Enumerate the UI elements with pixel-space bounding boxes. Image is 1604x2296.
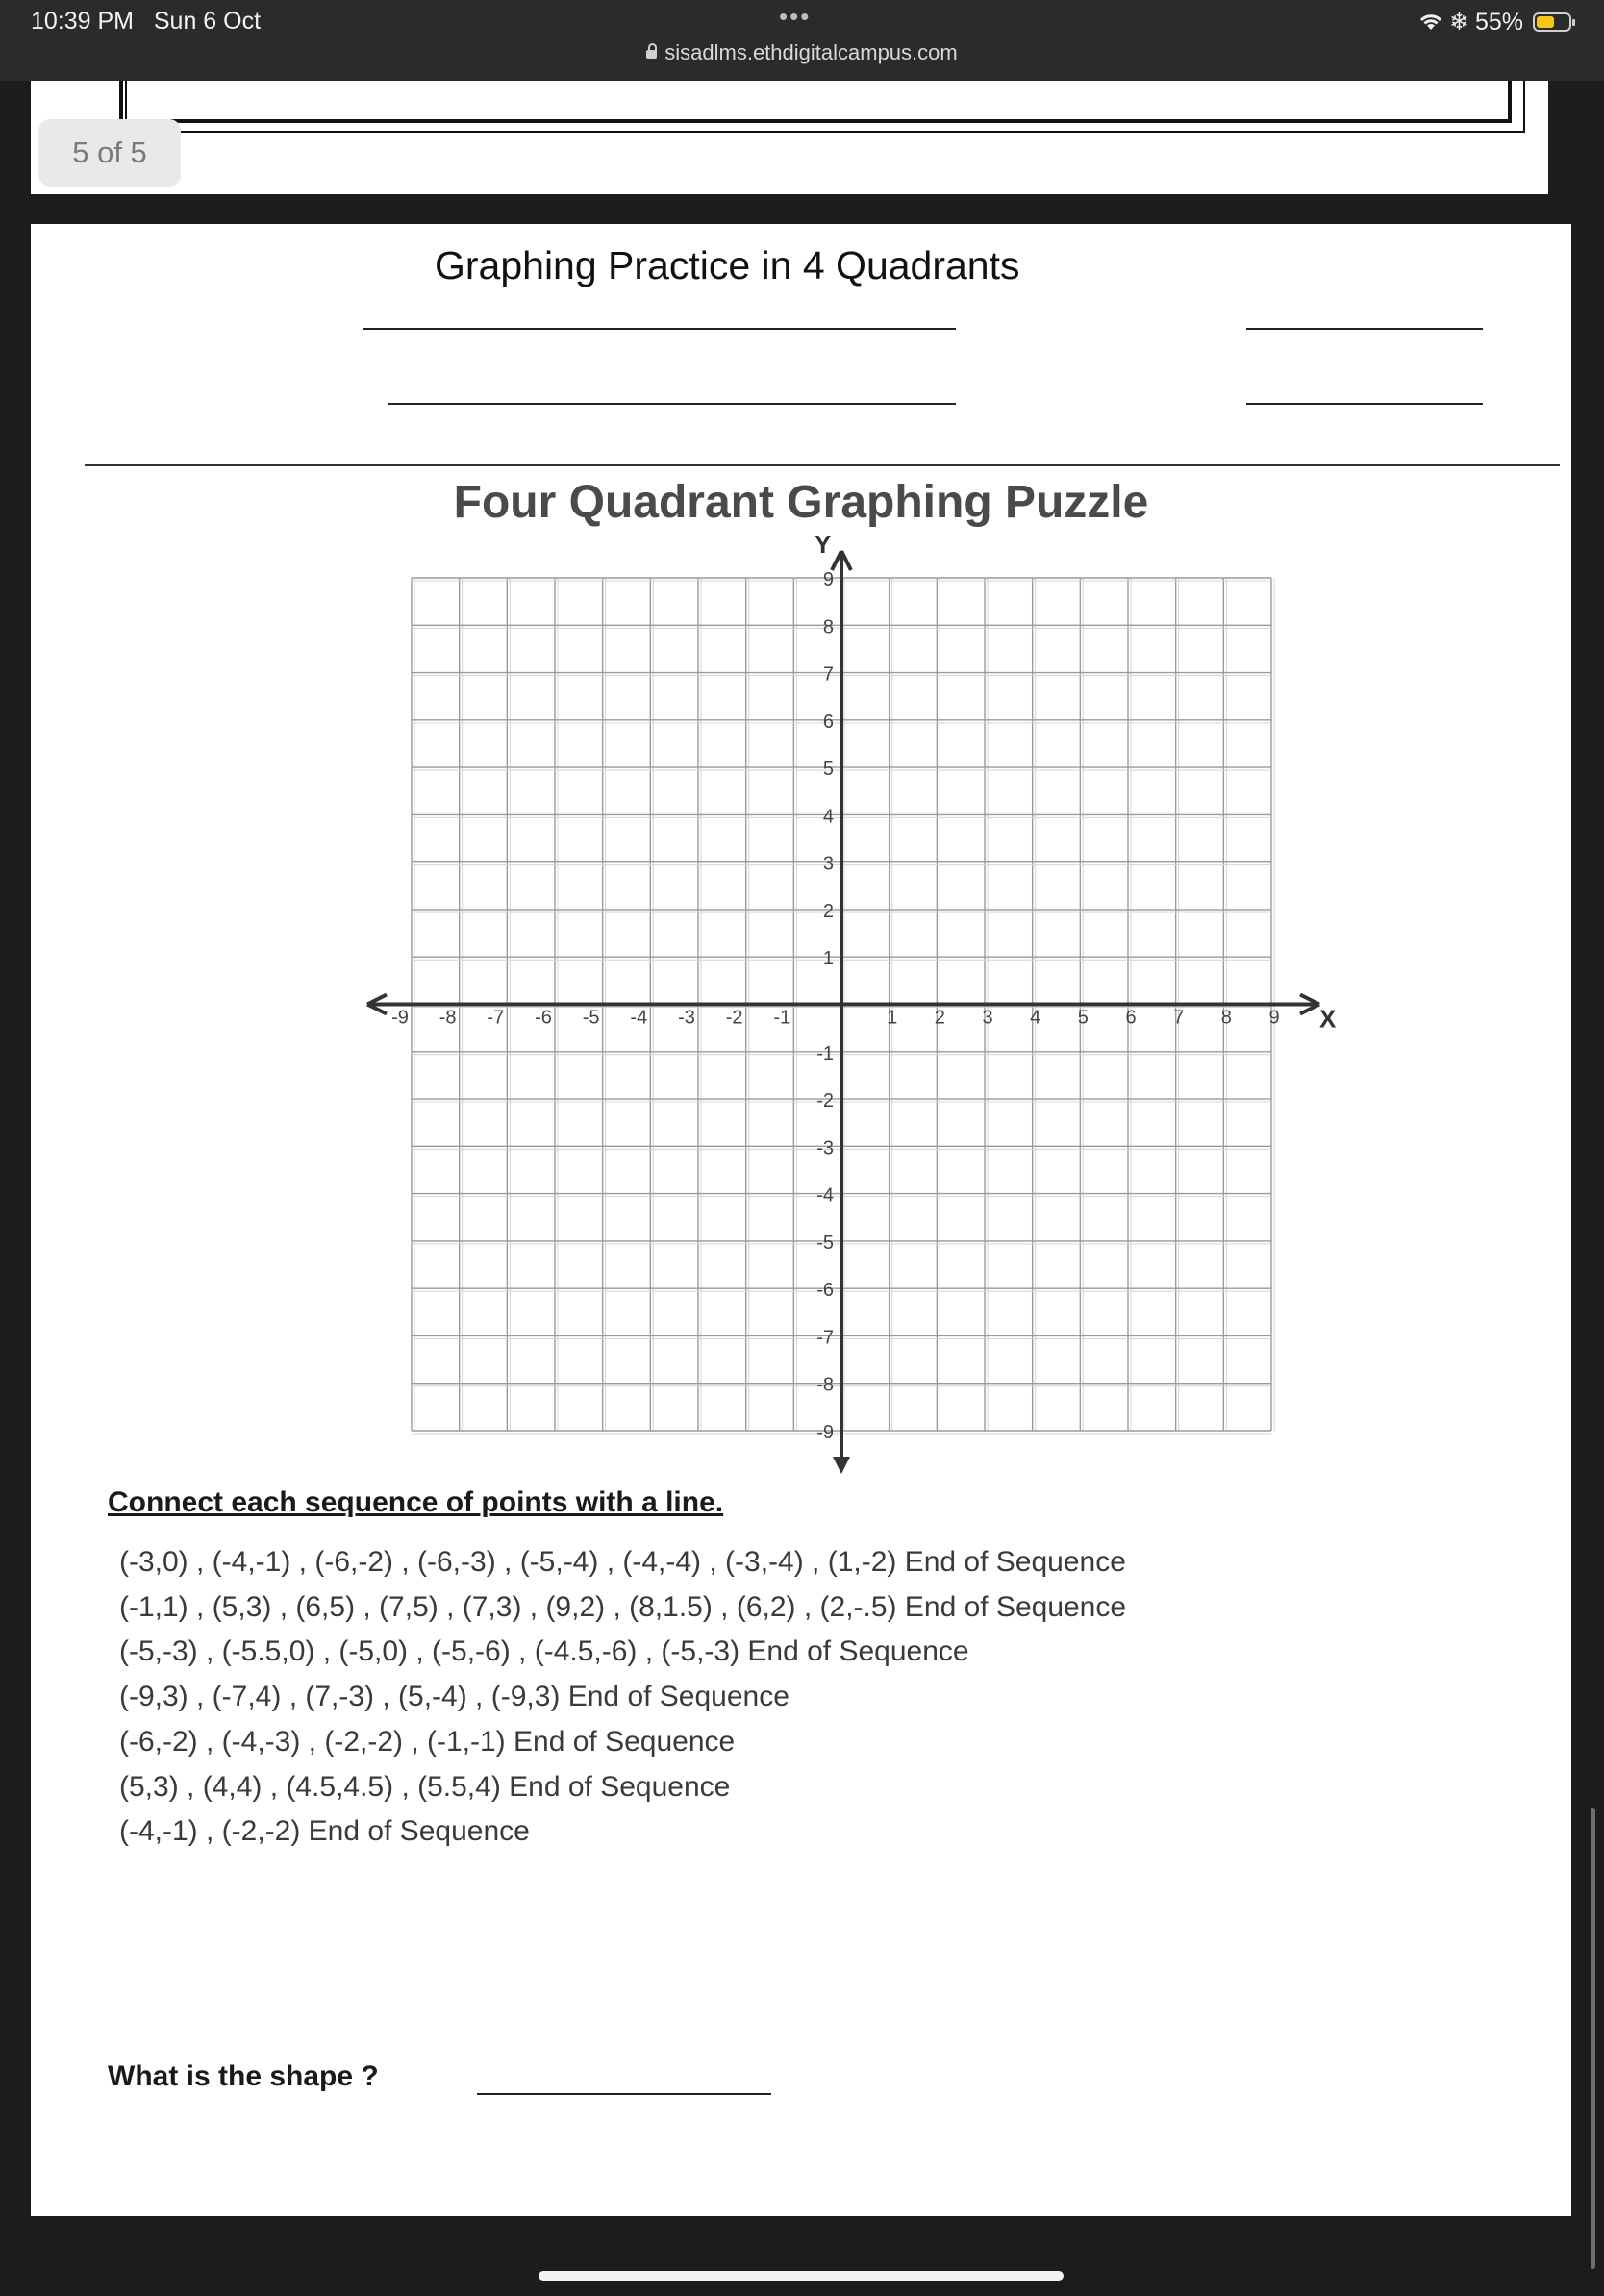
y-tick-label: 4	[822, 806, 834, 828]
page-indicator: 5 of 5	[38, 119, 181, 187]
sequence-6: (5,3) , (4,4) , (4.5,4.5) , (5.5,4) End of Sequence	[119, 1771, 731, 1803]
status-bar	[0, 0, 1604, 81]
previous-page	[31, 81, 1548, 194]
x-tick-label: 5	[1077, 1007, 1089, 1029]
x-tick-label: -3	[678, 1007, 695, 1029]
x-tick-label: -5	[582, 1007, 600, 1029]
y-tick-label: -4	[816, 1185, 834, 1207]
more-icon[interactable]: •••	[779, 2, 812, 31]
y-tick-label: 5	[822, 759, 834, 781]
x-tick-label: -9	[391, 1007, 409, 1029]
answer-line[interactable]	[477, 2093, 771, 2095]
y-tick-label: 6	[822, 711, 834, 733]
x-tick-label: -4	[630, 1007, 648, 1029]
sequence-1: (-3,0) , (-4,-1) , (-6,-2) , (-6,-3) , (-5,-4) , (-4,-4) , (-3,-4) , (1,-2) End of Sequence	[119, 1546, 1126, 1578]
sequence-4: (-9,3) , (-7,4) , (7,-3) , (5,-4) , (-9,3) End of Sequence	[119, 1681, 789, 1712]
sequence-2: (-1,1) , (5,3) , (6,5) , (7,5) , (7,3) , (9,2) , (8,1.5) , (6,2) , (2,-.5) End of Sequence	[119, 1591, 1127, 1623]
sequence-5: (-6,-2) , (-4,-3) , (-2,-2) , (-1,-1) End of Sequence	[119, 1726, 736, 1758]
address-bar[interactable]	[0, 40, 1604, 65]
y-tick-label: -5	[816, 1232, 834, 1254]
x-tick-label: 4	[1030, 1007, 1041, 1029]
battery-percent: 55%	[1474, 8, 1523, 36]
x-tick-label: -8	[439, 1007, 457, 1029]
x-axis-label: X	[1319, 1004, 1337, 1034]
y-axis-bottom-arrow	[833, 1457, 850, 1474]
x-tick-label: -6	[535, 1007, 552, 1029]
worksheet-page	[31, 224, 1571, 2216]
wifi-icon	[1418, 12, 1443, 32]
x-tick-label: 8	[1220, 1007, 1232, 1029]
x-tick-label: 7	[1173, 1007, 1185, 1029]
y-tick-label: -2	[816, 1090, 834, 1112]
y-axis-label: Y	[815, 530, 832, 559]
home-indicator[interactable]	[539, 2271, 1064, 2281]
y-tick-label: 1	[822, 948, 834, 970]
y-tick-label: 8	[822, 616, 834, 638]
y-tick-label: 2	[822, 900, 834, 922]
instructions: Connect each sequence of points with a line.	[108, 1486, 724, 1518]
battery-fill	[1537, 16, 1554, 28]
header-title: Graphing Practice in 4 Quadrants	[435, 243, 1020, 287]
y-tick-label: 3	[822, 853, 834, 875]
x-tick-label: 3	[982, 1007, 993, 1029]
clock-date: Sun 6 Oct	[153, 8, 262, 35]
x-tick-label: -2	[725, 1007, 743, 1029]
x-tick-label: 9	[1268, 1007, 1280, 1029]
snowflake-icon: ❄	[1449, 9, 1469, 36]
sequence-3: (-5,-3) , (-5.5,0) , (-5,0) , (-5,-6) , (-4.5,-6) , (-5,-3) End of Sequence	[119, 1635, 969, 1667]
y-tick-label: -3	[816, 1137, 834, 1160]
y-tick-label: 9	[822, 569, 834, 590]
lock-icon	[646, 50, 657, 59]
status-indicators	[1418, 8, 1571, 37]
status-time	[31, 8, 261, 36]
x-tick-label: 6	[1125, 1007, 1137, 1029]
x-tick-label: -7	[487, 1007, 505, 1029]
y-tick-label: -9	[816, 1422, 834, 1443]
clock-time: 10:39 PM	[31, 8, 135, 35]
y-tick-label: 7	[822, 663, 834, 686]
battery-icon	[1533, 12, 1571, 32]
coordinate-grid	[31, 224, 1571, 1503]
y-tick-label: -6	[816, 1280, 834, 1302]
x-tick-label: 1	[887, 1007, 898, 1029]
previous-page-box-outer	[125, 81, 1525, 133]
y-tick-label: -1	[816, 1042, 834, 1064]
x-tick-label: -1	[773, 1007, 791, 1029]
y-tick-label: -7	[816, 1327, 834, 1349]
sequence-7: (-4,-1) , (-2,-2) End of Sequence	[119, 1815, 530, 1847]
scrollbar[interactable]	[1591, 1808, 1595, 2269]
url-text: sisadlms.ethdigitalcampus.com	[664, 40, 958, 64]
shape-question: What is the shape ?	[108, 2060, 379, 2092]
puzzle-title: Four Quadrant Graphing Puzzle	[453, 477, 1149, 528]
y-tick-label: -8	[816, 1374, 834, 1396]
x-tick-label: 2	[934, 1007, 945, 1029]
